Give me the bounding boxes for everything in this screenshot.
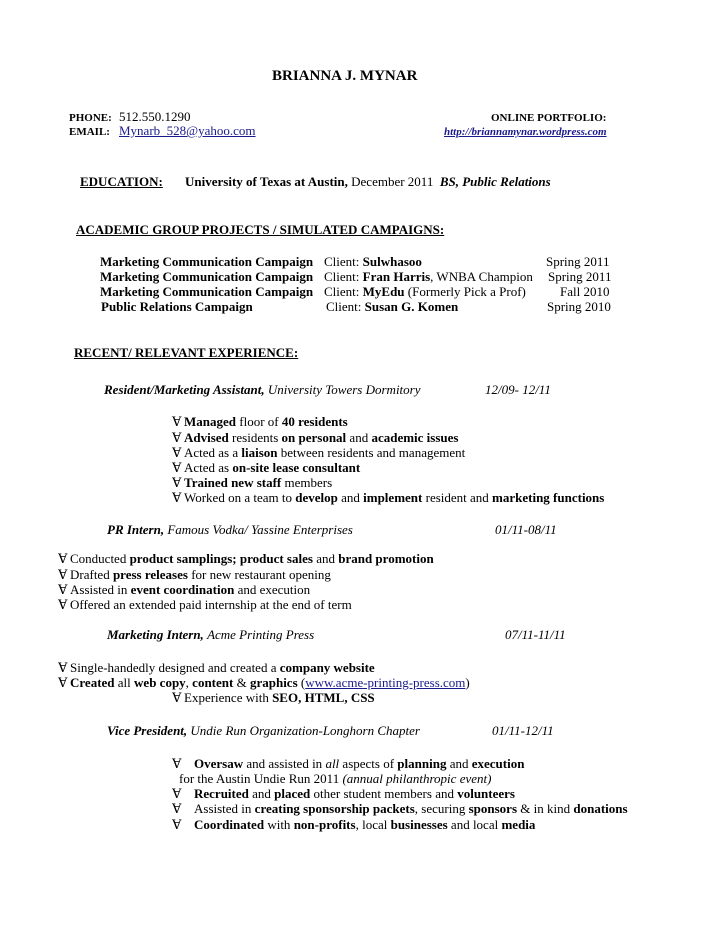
bullet-icon: Ɐ (172, 414, 182, 429)
list-item: Ɐ Experience with SEO, HTML, CSS (172, 690, 375, 705)
project-client: Client: Fran Harris, WNBA Champion (324, 269, 533, 284)
list-item: Ɐ Trained new staff members (172, 475, 333, 490)
project-client: Client: Susan G. Komen (326, 299, 459, 314)
resume-name: BRIANNA J. MYNAR (272, 68, 418, 84)
bullet-icon: Ɐ (58, 660, 68, 675)
graduation-date: December 2011 (351, 174, 434, 189)
list-item: Ɐ Acted as a liaison between residents and management (172, 445, 466, 460)
bullet-icon: Ɐ (172, 690, 182, 705)
project-date: Spring 2010 (547, 299, 611, 314)
list-item: Ɐ Created all web copy, content & graphics (www.acme-printing-press.com) (58, 675, 470, 690)
job-dates: 01/11-08/11 (495, 522, 557, 537)
bullet-icon: Ɐ (172, 460, 182, 475)
list-item: Ɐ Oversaw and assisted in all aspects of planning and execution (172, 756, 525, 771)
degree: BS, Public Relations (439, 174, 551, 189)
portfolio-label: ONLINE PORTFOLIO: (491, 112, 607, 124)
education-line (185, 174, 551, 190)
school-name: University of Texas at Austin, (185, 174, 348, 189)
list-item: Ɐ Offered an extended paid internship at the end of term (58, 597, 352, 612)
project-client: Client: Sulwhasoo (324, 254, 422, 269)
job-title-line: Marketing Intern, Acme Printing Press (107, 627, 315, 642)
project-date: Fall 2010 (560, 284, 610, 299)
list-item: Ɐ Conducted product samplings; product sales and brand promotion (58, 551, 434, 566)
project-date: Spring 2011 (548, 269, 612, 284)
list-item: Ɐ Coordinated with non-profits, local businesses and local media (172, 817, 536, 832)
website-link[interactable]: www.acme-printing-press.com (305, 675, 466, 690)
bullet-icon: Ɐ (172, 756, 182, 771)
list-item: Ɐ Advised residents on personal and academic issues (172, 430, 459, 445)
bullet-icon: Ɐ (172, 817, 182, 832)
job-title-line: Vice President, Undie Run Organization-Longhorn Chapter (107, 723, 420, 738)
job-title-line: Resident/Marketing Assistant, University Towers Dormitory (104, 382, 421, 397)
education-heading: EDUCATION: (80, 174, 163, 189)
list-item: Ɐ Drafted press releases for new restaurant opening (58, 567, 331, 582)
project-name: Public Relations Campaign (101, 299, 253, 314)
project-client: Client: MyEdu (Formerly Pick a Prof) (324, 284, 526, 299)
job-title-line: PR Intern, Famous Vodka/ Yassine Enterprises (107, 522, 353, 537)
job-dates: 12/09- 12/11 (485, 382, 551, 397)
bullet-icon: Ɐ (58, 551, 68, 566)
bullet-icon: Ɐ (58, 567, 68, 582)
experience-heading: RECENT/ RELEVANT EXPERIENCE: (74, 345, 299, 360)
phone-value: 512.550.1290 (119, 109, 191, 124)
list-item-continuation: for the Austin Undie Run 2011 (annual philanthropic event) (179, 771, 492, 786)
bullet-icon: Ɐ (172, 786, 182, 801)
list-item: Ɐ Recruited and placed other student members and volunteers (172, 786, 515, 801)
list-item: Ɐ Acted as on-site lease consultant (172, 460, 361, 475)
portfolio-link[interactable]: http://briannamynar.wordpress.com (444, 126, 607, 138)
bullet-icon: Ɐ (172, 430, 182, 445)
job-dates: 07/11-11/11 (505, 627, 566, 642)
list-item: Ɐ Assisted in creating sponsorship packets, securing sponsors & in kind donations (172, 801, 628, 816)
bullet-icon: Ɐ (58, 582, 68, 597)
email-label: EMAIL: (69, 126, 110, 138)
project-date: Spring 2011 (546, 254, 610, 269)
projects-heading: ACADEMIC GROUP PROJECTS / SIMULATED CAMPAIGNS: (76, 222, 445, 237)
list-item: Ɐ Worked on a team to develop and implement resident and marketing functions (172, 490, 605, 505)
email-link[interactable]: Mynarb_528@yahoo.com (119, 123, 256, 138)
phone-label: PHONE: (69, 112, 112, 124)
list-item: Ɐ Assisted in event coordination and execution (58, 582, 311, 597)
bullet-icon: Ɐ (172, 490, 182, 505)
bullet-icon: Ɐ (172, 475, 182, 490)
bullet-icon: Ɐ (58, 597, 68, 612)
bullet-icon: Ɐ (172, 445, 182, 460)
bullet-icon: Ɐ (58, 675, 68, 690)
list-item: Ɐ Managed floor of 40 residents (172, 414, 348, 429)
bullet-icon: Ɐ (172, 801, 182, 816)
project-name: Marketing Communication Campaign (100, 269, 314, 284)
list-item: Ɐ Single-handedly designed and created a company website (58, 660, 375, 675)
project-name: Marketing Communication Campaign (100, 254, 314, 269)
job-dates: 01/11-12/11 (492, 723, 554, 738)
project-name: Marketing Communication Campaign (100, 284, 314, 299)
